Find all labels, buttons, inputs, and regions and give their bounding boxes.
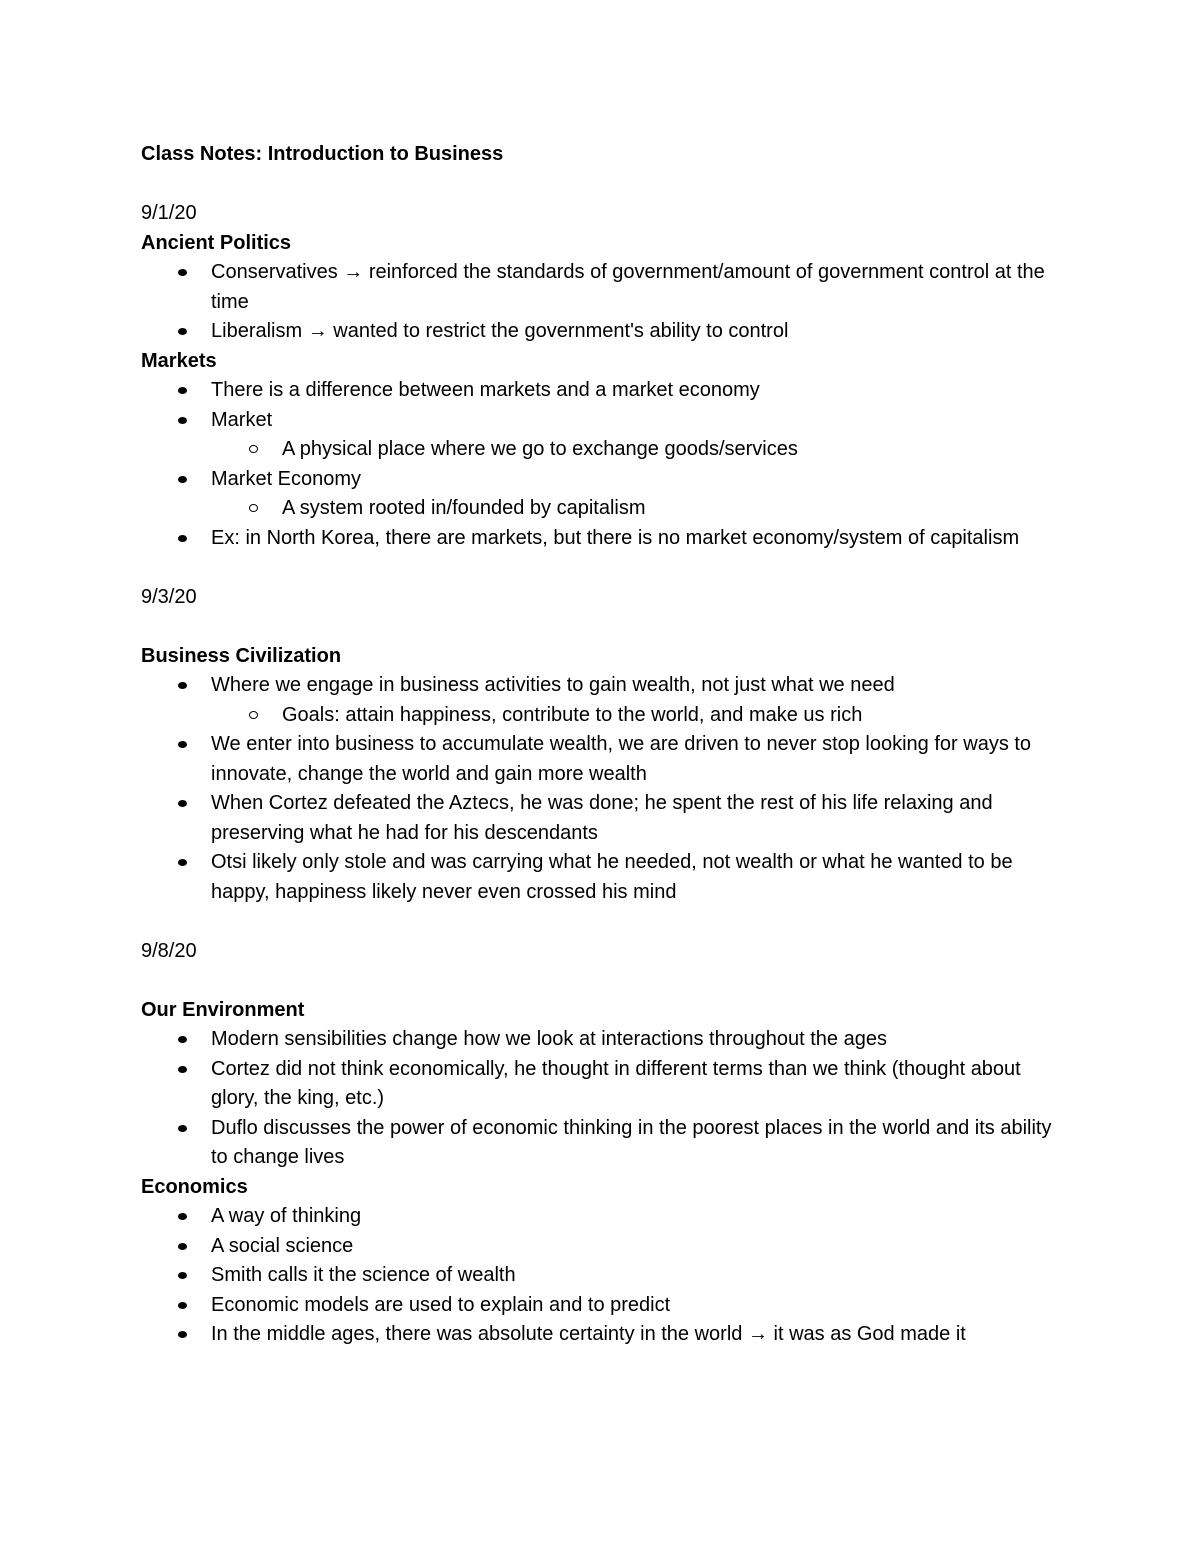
bullet-list <box>141 376 1071 553</box>
list-item: We enter into business to accumulate wealth, we are driven to never stop looking for ways to innovate, change the world and gain more wealth <box>141 730 1071 789</box>
list-item: A way of thinking <box>141 1202 1071 1232</box>
bullet-list <box>141 1202 1071 1350</box>
sub-list-item: A system rooted in/founded by capitalism <box>141 494 1071 524</box>
sub-list-item: A physical place where we go to exchange goods/services <box>141 435 1071 465</box>
spacer <box>141 907 1071 937</box>
spacer <box>141 170 1071 200</box>
bullet-list <box>141 258 1071 347</box>
list-item: Modern sensibilities change how we look at interactions throughout the ages <box>141 1025 1071 1055</box>
entry-date: 9/8/20 <box>141 939 197 962</box>
section-heading: Our Environment <box>141 998 305 1021</box>
list-item: When Cortez defeated the Aztecs, he was done; he spent the rest of his life relaxing and preserving what he had for his descendants <box>141 789 1071 848</box>
sub-list-item: Goals: attain happiness, contribute to the world, and make us rich <box>141 701 1071 731</box>
list-item: Duflo discusses the power of economic thinking in the poorest places in the world and its ability to change lives <box>141 1114 1071 1173</box>
document-page <box>141 140 1071 1350</box>
list-item: There is a difference between markets and a market economy <box>141 376 1071 406</box>
section-heading: Markets <box>141 349 217 372</box>
list-item: In the middle ages, there was absolute certainty in the world → it was as God made it <box>141 1320 1071 1350</box>
list-item: A social science <box>141 1232 1071 1262</box>
spacer <box>141 553 1071 583</box>
section-heading: Economics <box>141 1175 248 1198</box>
list-item: Otsi likely only stole and was carrying what he needed, not wealth or what he wanted to be happy, happiness likely never even crossed his mind <box>141 848 1071 907</box>
entry-date: 9/3/20 <box>141 585 197 608</box>
spacer <box>141 966 1071 996</box>
list-item: Economic models are used to explain and to predict <box>141 1291 1071 1321</box>
section-heading: Business Civilization <box>141 644 342 667</box>
section-heading: Ancient Politics <box>141 231 292 254</box>
list-item: Where we engage in business activities to gain wealth, not just what we need <box>141 671 1071 701</box>
list-item: Liberalism → wanted to restrict the government's ability to control <box>141 317 1071 347</box>
spacer <box>141 612 1071 642</box>
bullet-list <box>141 1025 1071 1173</box>
list-item: Cortez did not think economically, he thought in different terms than we think (thought about glory, the king, etc.) <box>141 1055 1071 1114</box>
list-item: Market <box>141 406 1071 436</box>
entry-date: 9/1/20 <box>141 202 197 224</box>
list-item: Ex: in North Korea, there are markets, but there is no market economy/system of capitalism <box>141 524 1071 554</box>
bullet-list <box>141 671 1071 907</box>
list-item: Smith calls it the science of wealth <box>141 1261 1071 1291</box>
document-title: Class Notes: Introduction to Business <box>141 143 504 165</box>
list-item: Market Economy <box>141 465 1071 495</box>
list-item: Conservatives → reinforced the standards of government/amount of government control at the time <box>141 258 1071 317</box>
